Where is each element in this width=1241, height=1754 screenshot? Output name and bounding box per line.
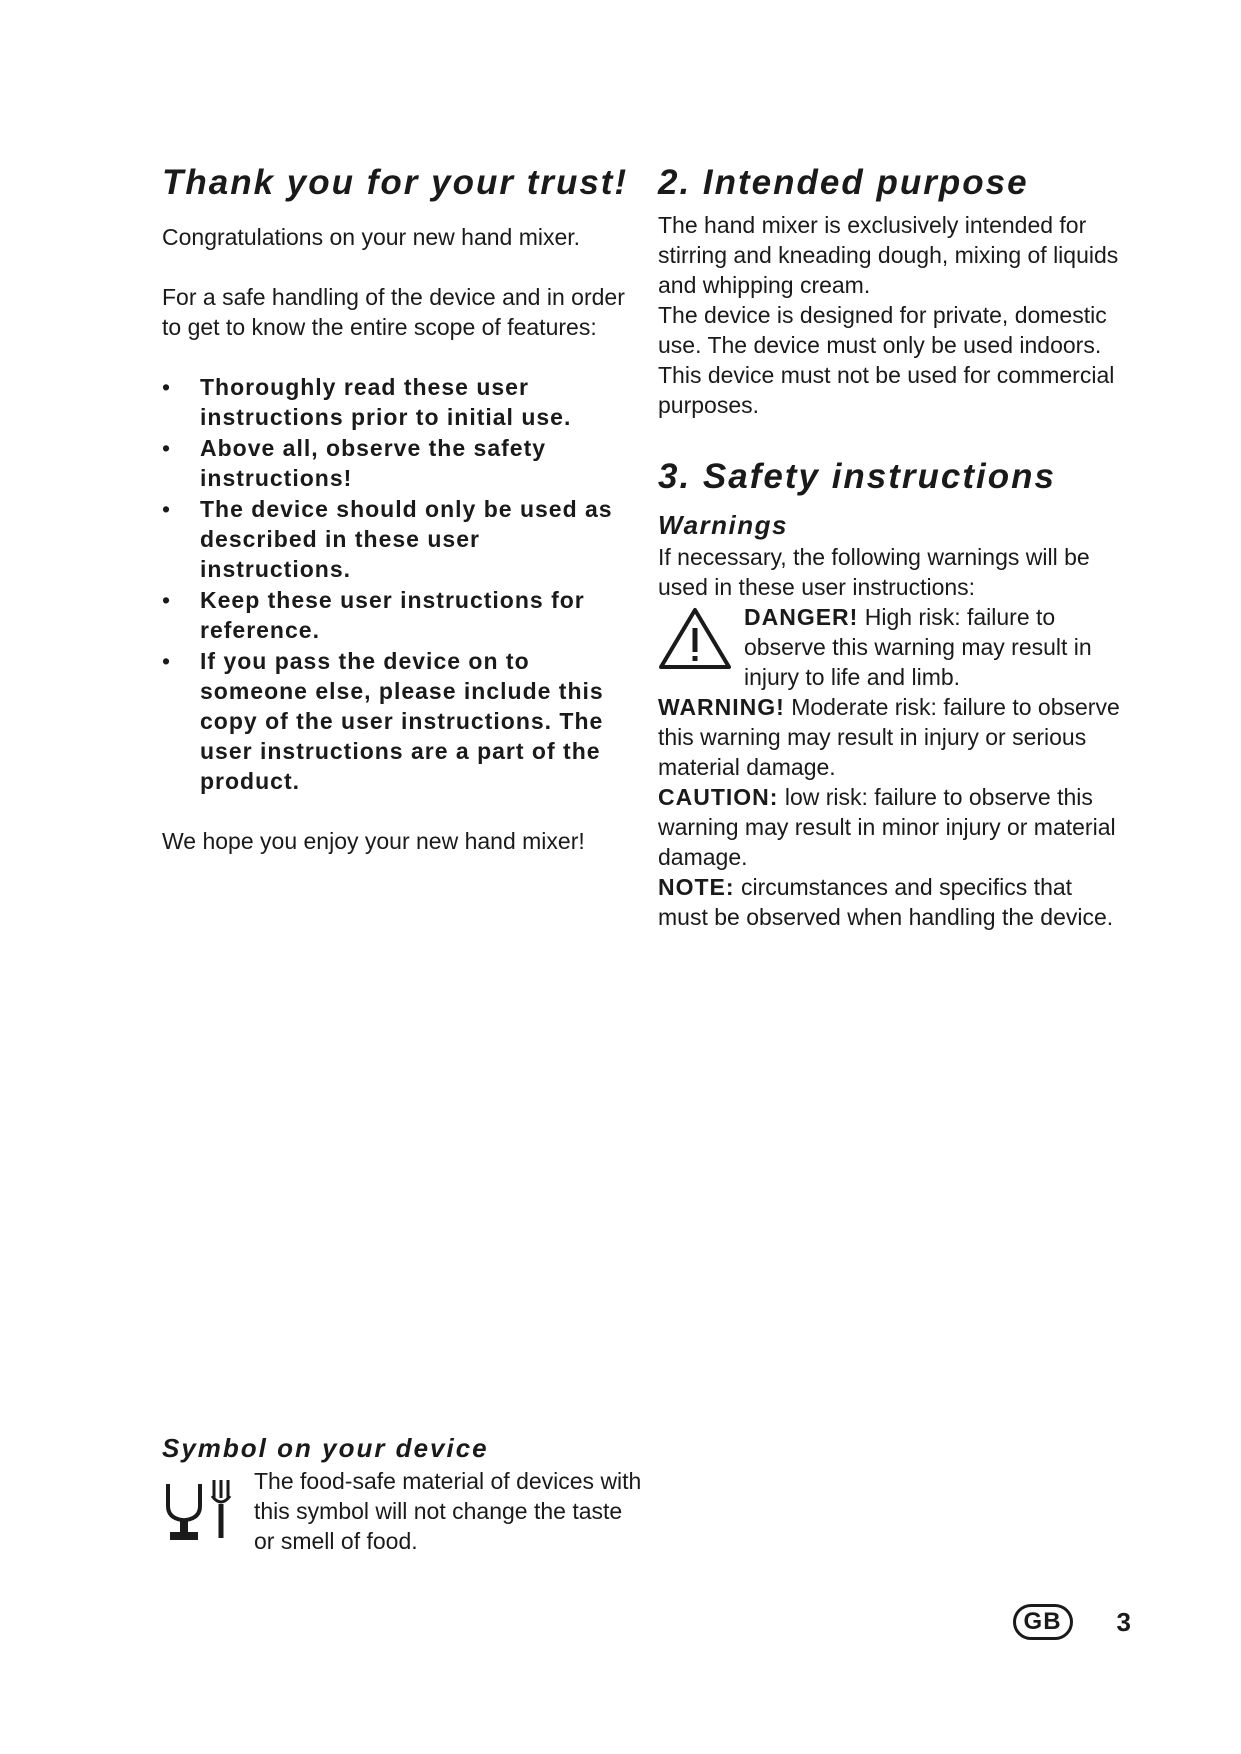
instruction-list	[162, 372, 632, 796]
danger-text: High risk: failure to observe this warning may result in injury to life and limb.	[744, 604, 1092, 690]
warning-triangle-icon	[658, 606, 732, 670]
food-safe-icon	[164, 1476, 236, 1542]
page-footer	[1013, 1604, 1131, 1640]
warnings-heading: Warnings	[658, 510, 788, 540]
symbol-text: The food-safe material of devices with this symbol will not change the taste or smell of food.	[254, 1468, 642, 1554]
note-label: NOTE:	[658, 874, 735, 900]
list-item: • Thoroughly read these user instructions prior to initial use.	[162, 374, 572, 430]
list-item: • Keep these user instructions for reference.	[162, 587, 585, 643]
warning-text: Moderate risk: failure to observe this warning may result in injury or serious material damage.	[658, 694, 1120, 780]
intended-purpose-title: 2. Intended purpose	[658, 163, 1029, 202]
warning-entry	[658, 692, 1128, 782]
note-text: circumstances and specifics that must be observed when handling the device.	[658, 874, 1114, 930]
intended-purpose-text-1: The hand mixer is exclusively intended for stirring and kneading dough, mixing of liquids and whipping cream.	[658, 212, 1119, 298]
closing-text: We hope you enjoy your new hand mixer!	[162, 828, 585, 854]
symbol-row	[162, 1466, 642, 1556]
symbol-heading: Symbol on your device	[162, 1433, 489, 1463]
warnings-intro: If necessary, the following warnings will be used in these user instructions:	[658, 544, 1090, 600]
note-entry	[658, 872, 1128, 932]
thank-you-title: Thank you for your trust!	[162, 163, 629, 202]
list-item: • Above all, observe the safety instructions!	[162, 435, 547, 491]
list-item: • If you pass the device on to someone else, please include this copy of the user instructions. The user instructions are a part of the product.	[162, 648, 604, 794]
caution-text: low risk: failure to observe this warning may result in minor injury or material damage.	[658, 784, 1116, 870]
danger-label: DANGER!	[744, 604, 859, 630]
caution-label: CAUTION:	[658, 784, 779, 810]
intro-text: For a safe handling of the device and in order to get to know the entire scope of features:	[162, 284, 625, 340]
right-column	[658, 160, 1128, 932]
safety-instructions-title: 3. Safety instructions	[658, 457, 1056, 496]
symbol-section	[162, 1430, 642, 1556]
list-item: • The device should only be used as described in these user instructions.	[162, 496, 613, 582]
danger-block	[658, 602, 1128, 692]
intended-purpose-text-2: The device is designed for private, domestic use. The device must only be used indoors. This device must not be used for commercial purposes.	[658, 302, 1115, 418]
left-column	[162, 160, 632, 856]
country-badge: GB	[1013, 1604, 1073, 1640]
congrats-text: Congratulations on your new hand mixer.	[162, 224, 581, 250]
caution-entry	[658, 782, 1128, 872]
page-number: 3	[1116, 1606, 1131, 1637]
warning-label: WARNING!	[658, 694, 785, 720]
